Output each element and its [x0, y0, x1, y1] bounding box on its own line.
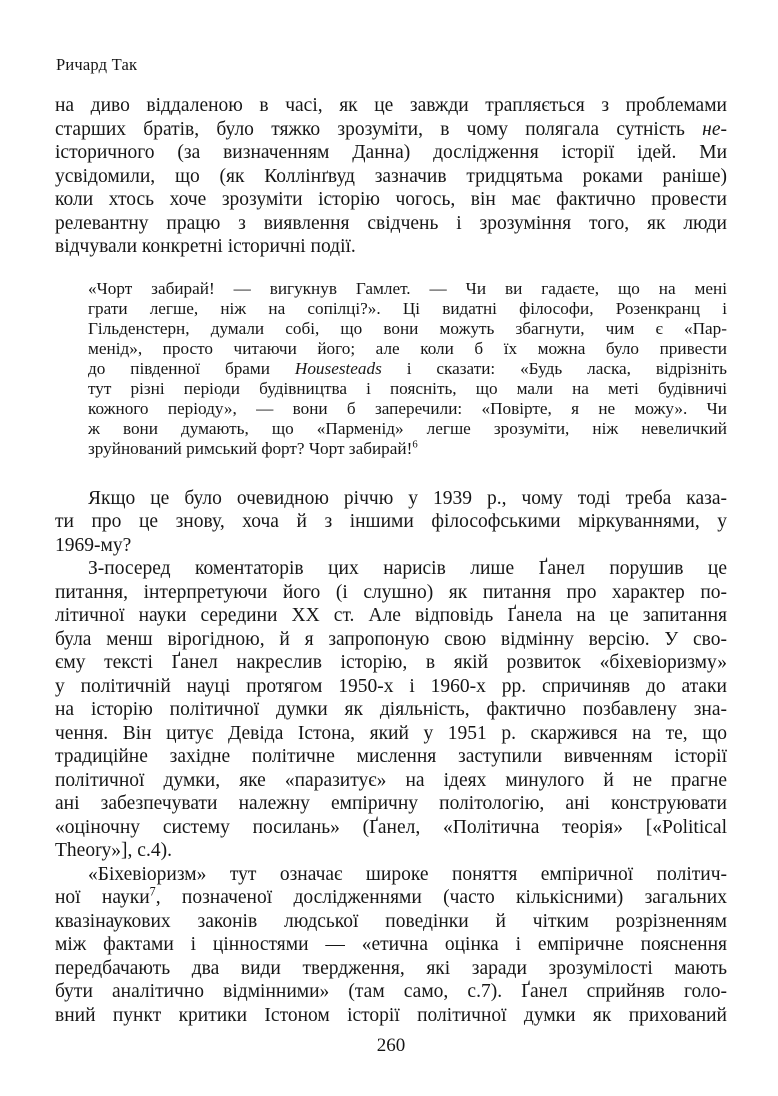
paragraph	[55, 487, 727, 558]
text-line: кожного періоду», — вони б заперечили: «Повірте, я не можу». Чи	[88, 398, 727, 418]
text-line: ної науки$^7$, позначеної дослідженнями (часто кількісними) загальних	[55, 884, 727, 908]
text-line: політичної думки, яке «паразитує» на ідеях минулого й не прагне	[55, 769, 727, 791]
text-line: тут різні періоди будівництва і поясніть, що мали на меті будівничі	[88, 378, 727, 398]
text-line: між фактами і цінностями — «етична оцінка і емпіричне пояснення	[55, 934, 727, 955]
text-line: Гільденстерн, думали собі, що вони можуть збагнути, чим є «Пар-	[88, 318, 727, 338]
text-block	[55, 94, 727, 1027]
text-line: до південної брами Housesteads і сказати: «Будь ласка, відрізніть	[88, 358, 727, 378]
text-line: коли хтось хоче зрозуміти історію чогось, він має фактично провести	[55, 189, 727, 210]
text-line: 1969-му?	[55, 534, 132, 556]
footnote-reference: 6	[412, 438, 418, 450]
text-line: усвідомили, що (як Коллінґвуд зазначив тридцятьма роками раніше)	[55, 165, 727, 187]
text-line: релевантну працю з виявлення свідчень і зрозуміння того, як люди	[55, 212, 727, 234]
text-line: ти про це знову, хоча й з іншими філософськими міркуваннями, у	[55, 511, 727, 532]
text-line: «Біхевіоризм» тут означає широке поняття емпіричної політич-	[88, 863, 727, 885]
text-line: «Чорт забирай! — вигукнув Гамлет. — Чи ви гадаєте, що на мені	[88, 278, 727, 298]
text-line: зруйнований римський форт? Чорт забирай!$^6$	[88, 438, 418, 458]
footnote-reference: 7	[149, 884, 156, 899]
text-line: на історію політичної думки як діяльність, фактично позбавлену зна-	[55, 699, 727, 720]
text-line: ж вони думають, що «Парменід» легше зрозуміти, ніж невеличкий	[88, 418, 727, 438]
text-line: єму тексті Ґанел накреслив історію, в якій розвиток «біхевіоризму»	[55, 652, 727, 673]
running-header: Ричард Так	[56, 55, 138, 74]
paragraph	[55, 557, 727, 863]
text-line: З-посеред коментаторів цих нарисів лише Ґанел порушив це	[88, 558, 727, 579]
text-line: питання, інтерпретуючи його (і слушно) як питання про характер по-	[55, 581, 727, 603]
blockquote	[88, 279, 727, 459]
text-line: на диво віддаленою в часі, як це завжди трапляється з проблемами	[55, 95, 727, 116]
text-line: квазінаукових законів людської поведінки й чітким розрізненням	[55, 910, 727, 932]
text-line: відчували конкретні історичні події.	[55, 236, 356, 257]
text-line: бути аналітично відмінними» (там само, с.7). Ґанел сприйняв голо-	[55, 981, 727, 1002]
text-line: старших братів, було тяжко зрозуміти, в чому полягала сутність не-	[55, 118, 727, 140]
text-line: передбачають два види твердження, які заради зрозумілості мають	[55, 957, 727, 979]
text-line: була менш вірогідною, й я запропоную свою відмінну версію. У сво-	[55, 628, 727, 650]
text-line: «оціночну систему посилань» (Ґанел, «Політична теорія» [«Political	[55, 816, 727, 838]
text-line: у політичній науці протягом 1950-х і 1960-х рр. спричиняв до атаки	[55, 675, 727, 697]
text-line: традиційне західне політичне мислення заступили вивченням історії	[55, 746, 727, 767]
text-line: менід», просто читаючи його; але коли б їх можна було привести	[88, 338, 727, 358]
text-line: чення. Він цитує Девіда Істона, який у 1951 р. скаржився на те, що	[55, 722, 727, 744]
text-line: Якщо це було очевидною річчю у 1939 р., чому тоді треба каза-	[88, 487, 727, 509]
text-line: ані забезпечувати належну емпіричну політологію, ані конструювати	[55, 793, 727, 814]
paragraph	[55, 863, 727, 1028]
text-line: вний пункт критики Істоном історії політичної думки як прихований	[55, 1004, 727, 1026]
text-line: Theory»], с.4).	[55, 840, 172, 861]
text-line: грати легше, ніж на сопілці?». Ці видатні філософи, Розенкранц і	[88, 298, 727, 318]
page-number: 260	[376, 1035, 406, 1056]
paragraph	[55, 94, 727, 259]
text-line: історичного (за визначенням Данна) дослідження історії ідей. Ми	[55, 142, 727, 163]
text-line: літичної науки середини XX ст. Але відповідь Ґанела на це запитання	[55, 605, 727, 626]
